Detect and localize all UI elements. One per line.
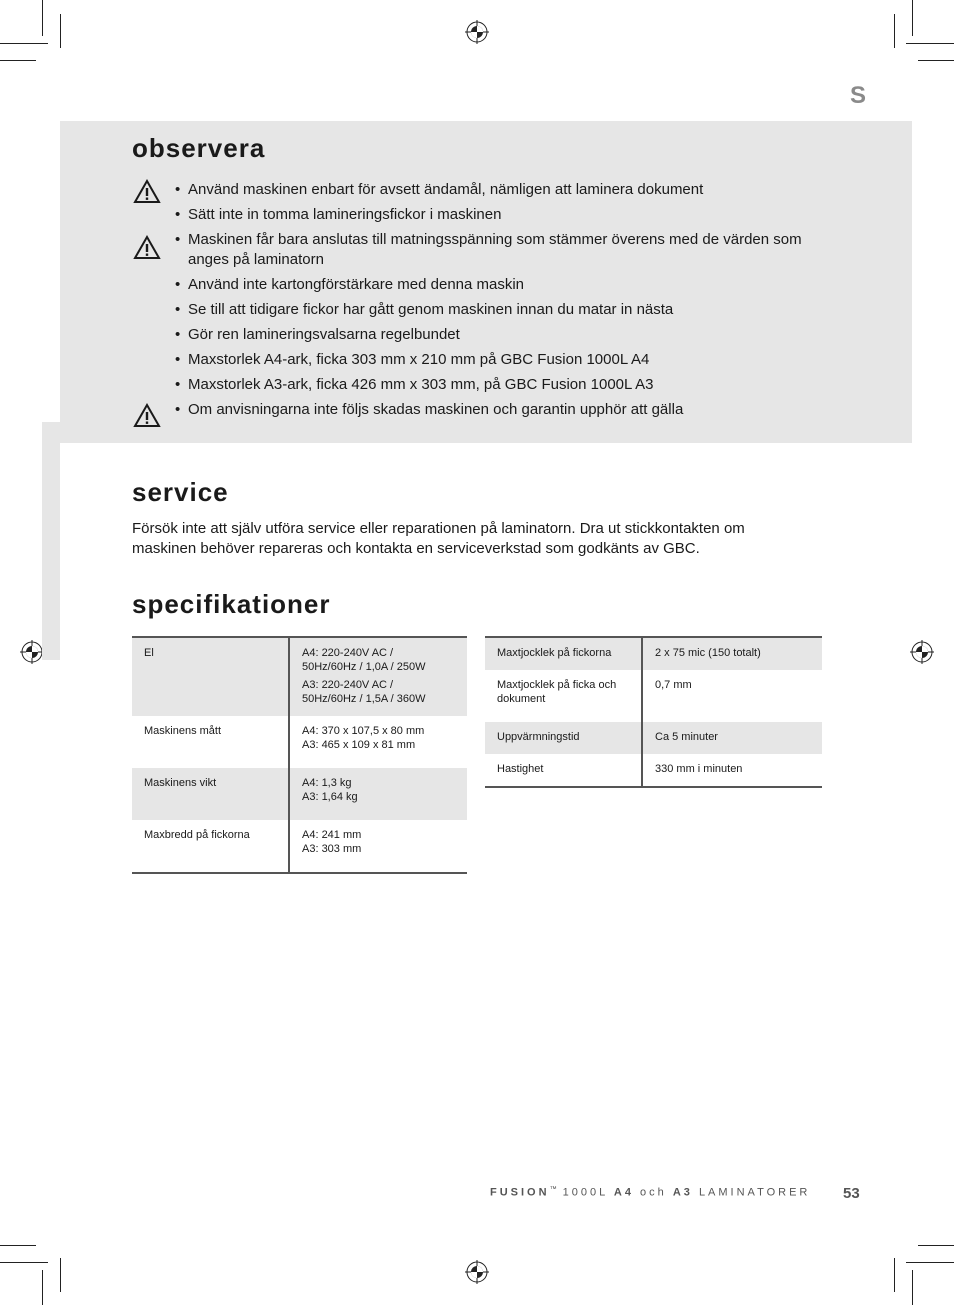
- table-row: [132, 820, 467, 873]
- spec-value: A4: 241 mm A3: 303 mm: [289, 820, 467, 873]
- registration-mark-icon: [20, 640, 44, 664]
- footer-brand: FUSION: [490, 1186, 550, 1199]
- footer-a4: A4: [613, 1186, 634, 1199]
- footer-a3: A3: [672, 1186, 693, 1199]
- crop-mark: [894, 1258, 895, 1292]
- crop-mark: [0, 43, 48, 44]
- spec-value: Ca 5 minuter: [642, 722, 822, 754]
- footer-och: och: [640, 1186, 667, 1199]
- list-item: • Gör ren lamineringsvalsarna regelbundet: [175, 325, 815, 345]
- table-row: [485, 722, 822, 754]
- crop-mark: [0, 60, 36, 61]
- list-item: • Maxstorlek A4-ark, ficka 303 mm x 210 mm på GBC Fusion 1000L A4: [175, 350, 815, 370]
- registration-mark-icon: [465, 20, 489, 44]
- crop-mark: [918, 1245, 954, 1246]
- list-item: • Sätt inte in tomma lamineringsfickor i maskinen: [175, 205, 815, 225]
- language-letter: S: [850, 82, 867, 109]
- spec-value: A4: 370 x 107,5 x 80 mm A3: 465 x 109 x 81 mm: [302, 725, 425, 751]
- spec-value: 0,7 mm: [655, 679, 692, 691]
- observera-heading: observera: [132, 133, 266, 163]
- warning-icon: [133, 403, 161, 428]
- crop-mark: [42, 1270, 43, 1305]
- spec-key: Maskinens vikt: [132, 768, 289, 820]
- crop-mark: [912, 1270, 913, 1305]
- registration-mark-icon: [465, 1260, 489, 1284]
- page-footer: [490, 1186, 810, 1199]
- list-item: • Använd maskinen enbart för avsett ändamål, nämligen att laminera dokument: [175, 180, 815, 200]
- service-heading: service: [132, 477, 229, 507]
- footer-model: 1000L: [562, 1186, 608, 1199]
- spec-key: Maxtjocklek på fickorna: [485, 637, 642, 670]
- list-item: • Maxstorlek A3-ark, ficka 426 mm x 303 mm, på GBC Fusion 1000L A3: [175, 375, 815, 395]
- list-item: • Om anvisningarna inte följs skadas maskinen och garantin upphör att gälla: [175, 400, 815, 420]
- table-row: [132, 716, 467, 768]
- warning-icon: [133, 179, 161, 204]
- spec-key: El: [132, 637, 289, 716]
- specifications-table-left: [132, 636, 467, 874]
- side-tab-bar: [42, 422, 60, 660]
- service-paragraph: Försök inte att själv utföra service eller reparationen på laminatorn. Dra ut stickkontakten om maskinen behöver repareras och kontakta en serviceverkstad som godkänts av GBC.: [132, 520, 745, 557]
- spec-key: Uppvärmningstid: [485, 722, 642, 754]
- spec-value: 2 x 75 mic (150 totalt): [642, 637, 822, 670]
- crop-mark: [0, 1262, 48, 1263]
- list-item: • Maskinen får bara anslutas till matningsspänning som stämmer överens med de värden som anges på laminatorn: [175, 230, 815, 270]
- footer-product: LAMINATORER: [698, 1186, 811, 1199]
- registration-mark-icon: [910, 640, 934, 664]
- crop-mark: [42, 0, 43, 36]
- spec-key: Hastighet: [485, 754, 642, 787]
- crop-mark: [60, 1258, 61, 1292]
- list-item: • Se till att tidigare fickor har gått genom maskinen innan du matar in nästa: [175, 300, 815, 320]
- spec-key: Maxbredd på fickorna: [132, 820, 289, 873]
- specifications-table-right: [485, 636, 822, 788]
- crop-mark: [906, 43, 954, 44]
- table-row: [132, 768, 467, 820]
- spec-key: Maskinens mått: [132, 716, 289, 768]
- list-item: • Använd inte kartongförstärkare med denna maskin: [175, 275, 815, 295]
- warning-icon: [133, 235, 161, 260]
- crop-mark: [918, 60, 954, 61]
- table-row: [485, 670, 822, 722]
- spec-value: 330 mm i minuten: [642, 754, 822, 787]
- crop-mark: [0, 1245, 36, 1246]
- crop-mark: [60, 14, 61, 48]
- page-number: 53: [843, 1185, 860, 1202]
- table-row: [485, 754, 822, 787]
- crop-mark: [894, 14, 895, 48]
- observera-list: [175, 180, 815, 425]
- crop-mark: [912, 0, 913, 36]
- footer-trademark: ™: [549, 1186, 557, 1193]
- spec-value: A4: 220-240V AC / 50Hz/60Hz / 1,0A / 250W A3: 220-240V AC / 50Hz/60Hz / 1,5A / 360W: [289, 637, 467, 716]
- specifications-heading: specifikationer: [132, 589, 331, 619]
- spec-value: A4: 1,3 kg A3: 1,64 kg: [289, 768, 467, 820]
- spec-key: Maxtjocklek på ficka och dokument: [485, 670, 642, 722]
- table-row: [132, 637, 467, 716]
- crop-mark: [906, 1262, 954, 1263]
- table-row: [485, 637, 822, 670]
